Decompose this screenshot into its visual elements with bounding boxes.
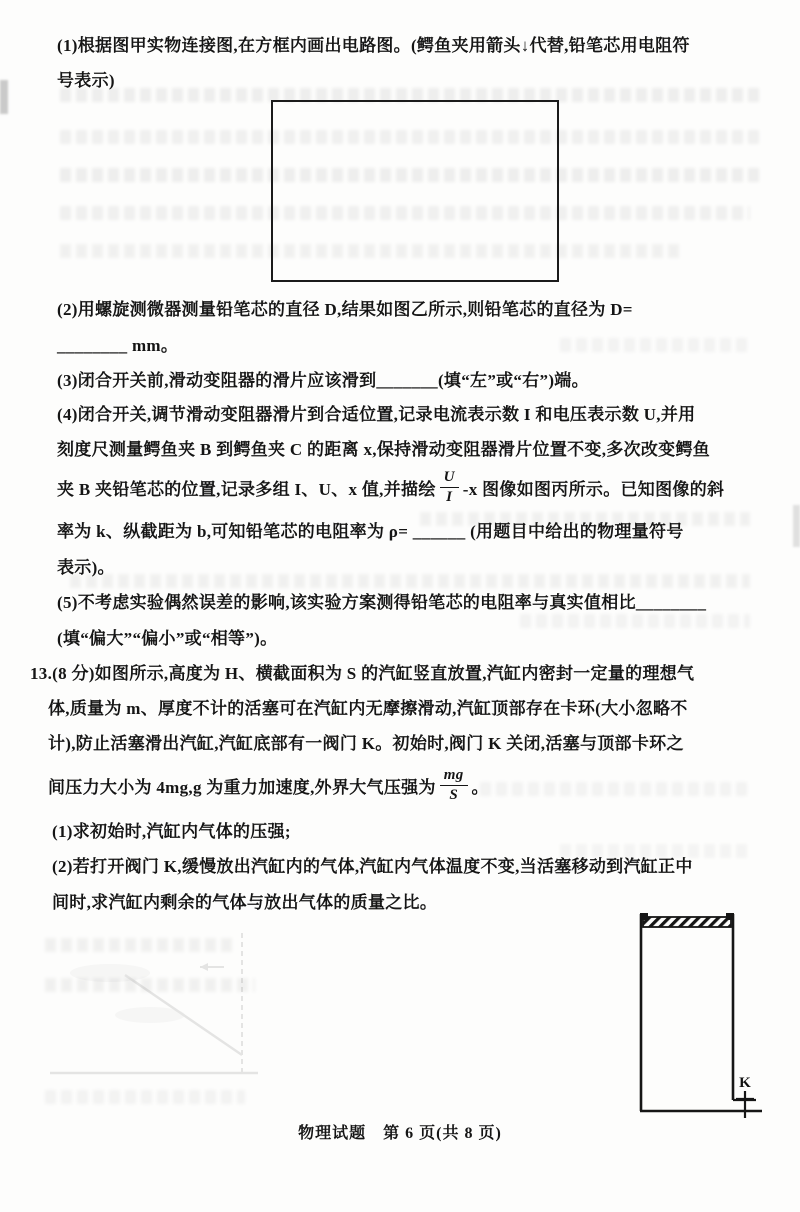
q12-part4-line5: 表示)。	[57, 558, 115, 577]
q13-line4	[48, 760, 489, 810]
q12-part4-line3-post: -x 图像如图丙所示。已知图像的斜	[462, 479, 725, 499]
fraction-numerator: U	[440, 469, 459, 488]
q12-part5-line2: (填“偏大”“偏小”或“相等”)。	[57, 629, 278, 648]
bleed-row	[520, 614, 750, 628]
fraction-numerator: mg	[440, 767, 468, 786]
q13-sub1: (1)求初始时,汽缸内气体的压强;	[52, 822, 291, 841]
q13-sub2-line1: (2)若打开阀门 K,缓慢放出汽缸内的气体,汽缸内气体温度不变,当活塞移动到汽缸正中	[52, 857, 693, 876]
fraction-denominator: S	[449, 786, 458, 803]
q13-line4-pre: 间压力大小为 4mg,g 为重力加速度,外界大气压强为	[48, 777, 436, 797]
bleed-row	[480, 782, 750, 796]
q12-part4-line3	[57, 462, 724, 512]
q13-line4-post: 。	[471, 777, 489, 797]
q13-line2: 体,质量为 m、厚度不计的活塞可在汽缸内无摩擦滑动,汽缸顶部存在卡环(大小忽略不	[48, 699, 688, 718]
q12-part2-line1: (2)用螺旋测微器测量铅笔芯的直径 D,结果如图乙所示,则铅笔芯的直径为 D=	[57, 300, 633, 319]
bleed-row	[70, 574, 750, 588]
q12-part4-line4: 率为 k、纵截距为 b,可知铅笔芯的电阻率为 ρ= ______ (用题目中给出的物理量符号	[57, 522, 684, 541]
q13-line1	[30, 661, 694, 687]
cylinder-figure	[630, 905, 770, 1125]
page-footer: 物理试题 第 6 页(共 8 页)	[298, 1125, 502, 1142]
q12-part4-line1: (4)闭合开关,调节滑动变阻器滑片到合适位置,记录电流表示数 I 和电压表示数 U,并用	[57, 405, 696, 424]
fraction-denominator: I	[446, 488, 453, 505]
q12-part1-line2: 号表示)	[57, 71, 115, 90]
q13-line1-text: (8 分)如图所示,高度为 H、横截面积为 S 的汽缸竖直放置,汽缸内密封一定量的理想气	[52, 664, 695, 683]
valve-label: K	[739, 1075, 751, 1091]
bleed-graph-ghost	[30, 915, 270, 1115]
q12-part4-line2: 刻度尺测量鳄鱼夹 B 到鳄鱼夹 C 的距离 x,保持滑动变阻器滑片位置不变,多次改变鳄鱼	[57, 440, 711, 459]
piston	[643, 917, 731, 927]
bleed-row	[560, 338, 750, 352]
q12-part4-line3-pre: 夹 B 夹铅笔芯的位置,记录多组 I、U、x 值,并描绘	[57, 479, 436, 499]
q12-part5-line1: (5)不考虑实验偶然误差的影响,该实验方案测得铅笔芯的电阻率与真实值相比________	[57, 593, 707, 612]
q12-part3-line: (3)闭合开关前,滑动变阻器的滑片应该滑到_______(填“左”或“右”)端。	[57, 371, 589, 390]
u-over-i-fraction	[440, 469, 459, 506]
scan-edge-mark	[793, 505, 800, 547]
q13-line3: 计),防止活塞滑出汽缸,汽缸底部有一阀门 K。初始时,阀门 K 关闭,活塞与顶部卡环之	[48, 734, 684, 753]
circuit-diagram-answer-box	[271, 100, 559, 282]
q12-part2-line2: ________ mm。	[57, 336, 179, 355]
mg-over-s-fraction	[440, 767, 468, 804]
q13-sub2-line2: 间时,求汽缸内剩余的气体与放出气体的质量之比。	[52, 893, 438, 912]
scan-edge-mark	[0, 80, 8, 114]
q12-part1-line1: (1)根据图甲实物连接图,在方框内画出电路图。(鳄鱼夹用箭头↓代替,铅笔芯用电阻符	[57, 36, 690, 55]
q13-number: 13.	[30, 664, 53, 683]
